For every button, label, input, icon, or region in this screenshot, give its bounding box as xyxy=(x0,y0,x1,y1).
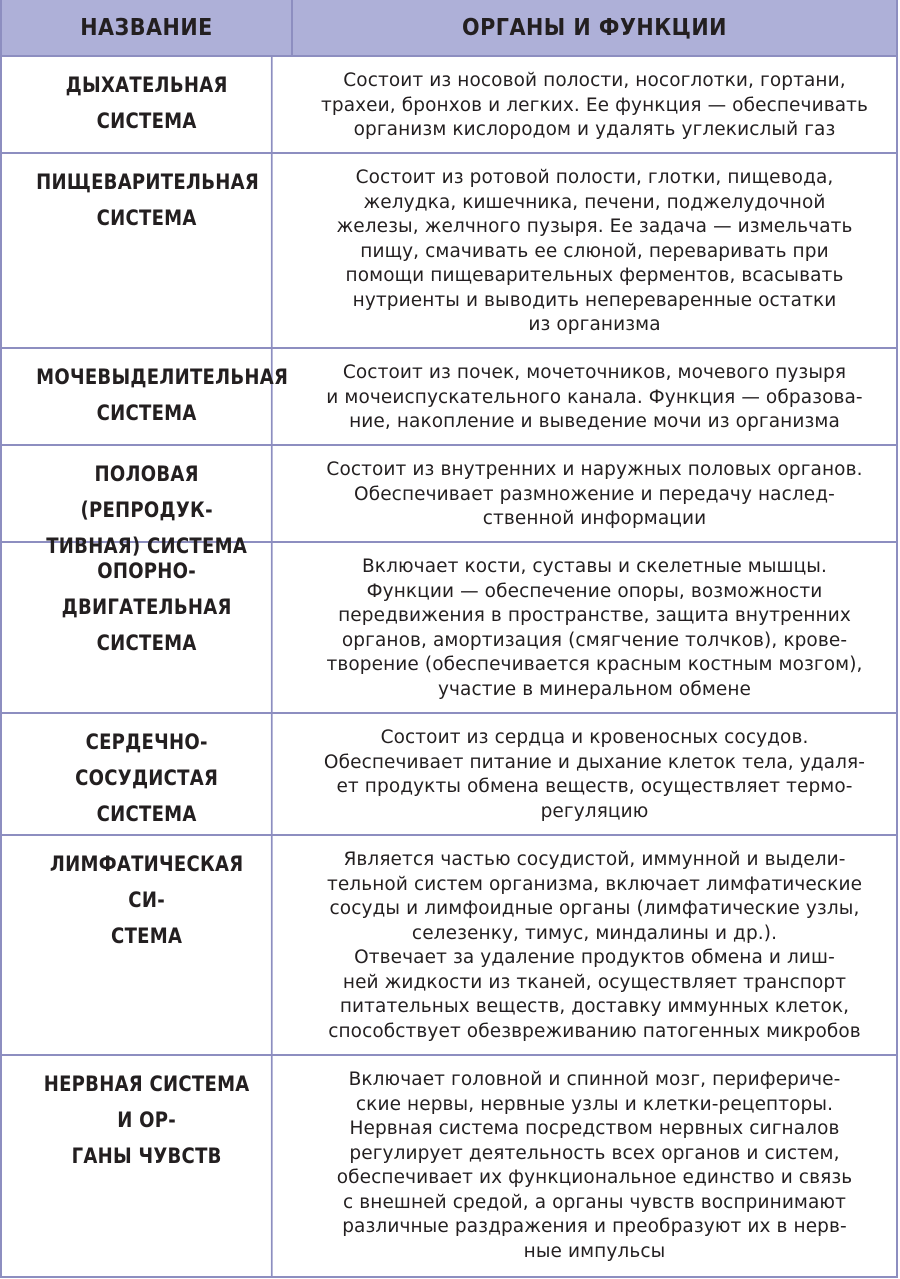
description-line: питательных веществ, доставку иммунных клеток, xyxy=(339,996,850,1017)
table-row xyxy=(2,541,896,712)
description-line: Состоит из почек, мочеточников, мочевого пузыря xyxy=(342,362,847,383)
table-header xyxy=(2,0,896,55)
description-line: Состоит из носовой полости, носоглотки, гортани, xyxy=(343,70,846,91)
system-description-cell xyxy=(293,836,896,1054)
description-line: Отвечает за удаление продуктов обмена и лиш- xyxy=(354,947,835,968)
system-description-cell xyxy=(293,349,896,444)
description-line: Включает кости, суставы и скелетные мышцы. xyxy=(362,556,827,577)
description-line: ет продукты обмена веществ, осуществляет термо- xyxy=(336,776,853,797)
description-line: способствует обезвреживанию патогенных микробов xyxy=(328,1020,861,1042)
system-name-line: СИСТЕМА xyxy=(96,401,197,425)
description-line: органов, амортизация (смягчение толчков), крове- xyxy=(341,629,848,651)
system-name-line: МОЧЕВЫДЕЛИТЕЛЬНАЯ xyxy=(36,365,289,389)
description-line: Обеспечивает размножение и передачу наслед- xyxy=(354,483,835,505)
description-line: железы, желчного пузыря. Ее задача — измельчать xyxy=(336,216,853,237)
system-name-line: СЕРДЕЧНО-СОСУДИСТАЯ xyxy=(75,730,219,790)
description-line: ственной информации xyxy=(482,508,707,529)
system-description-cell xyxy=(293,1056,896,1276)
header-name-cell: НАЗВАНИЕ xyxy=(2,0,293,55)
system-name-line: СИСТЕМА xyxy=(96,206,197,230)
description-line: из организма xyxy=(528,314,661,335)
description-line: Включает головной и спинной мозг, перифериче- xyxy=(348,1069,841,1090)
description-line: с внешней средой, а органы чувств воспринимают xyxy=(343,1191,846,1213)
description-line: ные импульсы xyxy=(523,1240,666,1262)
system-name-line: НЕРВНАЯ СИСТЕМА И ОР- xyxy=(43,1072,250,1132)
description-line: организм кислородом и удалять углекислый газ xyxy=(353,119,836,140)
system-name-line: ЛИМФАТИЧЕСКАЯ СИ- xyxy=(49,852,244,912)
description-line: помощи пищеварительных ферментов, всасывать xyxy=(345,265,844,286)
system-name-cell xyxy=(22,714,272,834)
description-line: регулирует деятельность всех органов и систем, xyxy=(349,1142,840,1164)
description-line: Состоит из внутренних и наружных половых органов. xyxy=(326,459,863,480)
description-line: Состоит из ротовой полости, глотки, пищевода, xyxy=(355,167,834,188)
table-row xyxy=(2,1054,896,1276)
system-name-cell xyxy=(22,1056,272,1276)
description-line: регуляцию xyxy=(540,800,649,822)
table-row xyxy=(2,55,896,152)
system-name-line: СТЕМА xyxy=(111,924,183,948)
system-name-line: ТИВНАЯ) СИСТЕМА xyxy=(46,534,248,558)
system-description-cell xyxy=(293,714,896,834)
description-line: ней жидкости из тканей, осуществляет транспорт xyxy=(342,971,847,993)
description-line: сосуды и лимфоидные органы (лимфатические узлы, xyxy=(329,898,860,919)
table-row xyxy=(2,834,896,1054)
system-description-cell xyxy=(293,154,896,347)
description-line: ние, накопление и выведение мочи из организма xyxy=(349,411,840,432)
description-line: желудка, кишечника, печени, поджелудочной xyxy=(363,191,826,213)
system-name-cell xyxy=(22,154,272,347)
description-line: участие в минеральном обмене xyxy=(437,678,752,700)
system-name-line: ПИЩЕВАРИТЕЛЬНАЯ xyxy=(36,170,260,194)
header-organs-cell: ОРГАНЫ И ФУНКЦИИ xyxy=(462,14,727,41)
system-description-cell xyxy=(293,543,896,712)
description-line: различные раздражения и преобразуют их в нерв- xyxy=(342,1216,847,1237)
system-description-cell xyxy=(293,446,896,541)
system-name-line: ДЫХАТЕЛЬНАЯ СИСТЕМА xyxy=(65,73,228,133)
description-line: селезенку, тимус, миндалины и др.). xyxy=(411,922,778,944)
system-name-line: ГАНЫ ЧУВСТВ xyxy=(71,1144,222,1168)
description-line: Является частью сосудистой, иммунной и выдели- xyxy=(343,849,846,870)
description-line: трахеи, бронхов и легких. Ее функция — обеспечивать xyxy=(320,94,869,116)
description-line: ские нервы, нервные узлы и клетки-рецепторы. xyxy=(355,1093,834,1115)
description-line: нутриенты и выводить непереваренные остатки xyxy=(352,289,837,311)
table-row xyxy=(2,712,896,834)
system-name-cell xyxy=(22,349,289,444)
description-line: Функции — обеспечение опоры, возможности xyxy=(366,580,823,602)
system-name-line: ОПОРНО-ДВИГАТЕЛЬНАЯ xyxy=(61,559,232,619)
description-line: обеспечивает их функциональное единство и связь xyxy=(336,1167,853,1188)
description-line: и мочеиспускательного канала. Функция — образова- xyxy=(326,386,863,408)
description-line: передвижения в пространстве, защита внутренних xyxy=(338,605,851,626)
table-row xyxy=(2,152,896,347)
table-row xyxy=(2,444,896,558)
system-name-cell xyxy=(22,57,272,152)
system-name-line: СИСТЕМА xyxy=(96,802,197,826)
description-line: Нервная система посредством нервных сигналов xyxy=(349,1118,840,1139)
description-line: пищу, смачивать ее слюной, переваривать при xyxy=(360,240,829,262)
system-name-cell xyxy=(22,446,272,558)
description-line: творение (обеспечивается красным костным мозгом), xyxy=(326,654,863,675)
system-name-line: СИСТЕМА xyxy=(96,631,197,655)
table-body xyxy=(2,55,896,1276)
system-name-cell xyxy=(22,836,272,1054)
system-description-cell xyxy=(293,57,896,152)
system-name-cell xyxy=(22,543,272,712)
table-row xyxy=(2,347,896,444)
description-line: Состоит из сердца и кровеносных сосудов. xyxy=(380,727,809,748)
description-line: Обеспечивает питание и дыхание клеток тела, удаля- xyxy=(323,751,866,773)
description-line: тельной систем организма, включает лимфатические xyxy=(326,873,863,895)
system-name-line: ПОЛОВАЯ (РЕПРОДУК- xyxy=(80,462,213,522)
